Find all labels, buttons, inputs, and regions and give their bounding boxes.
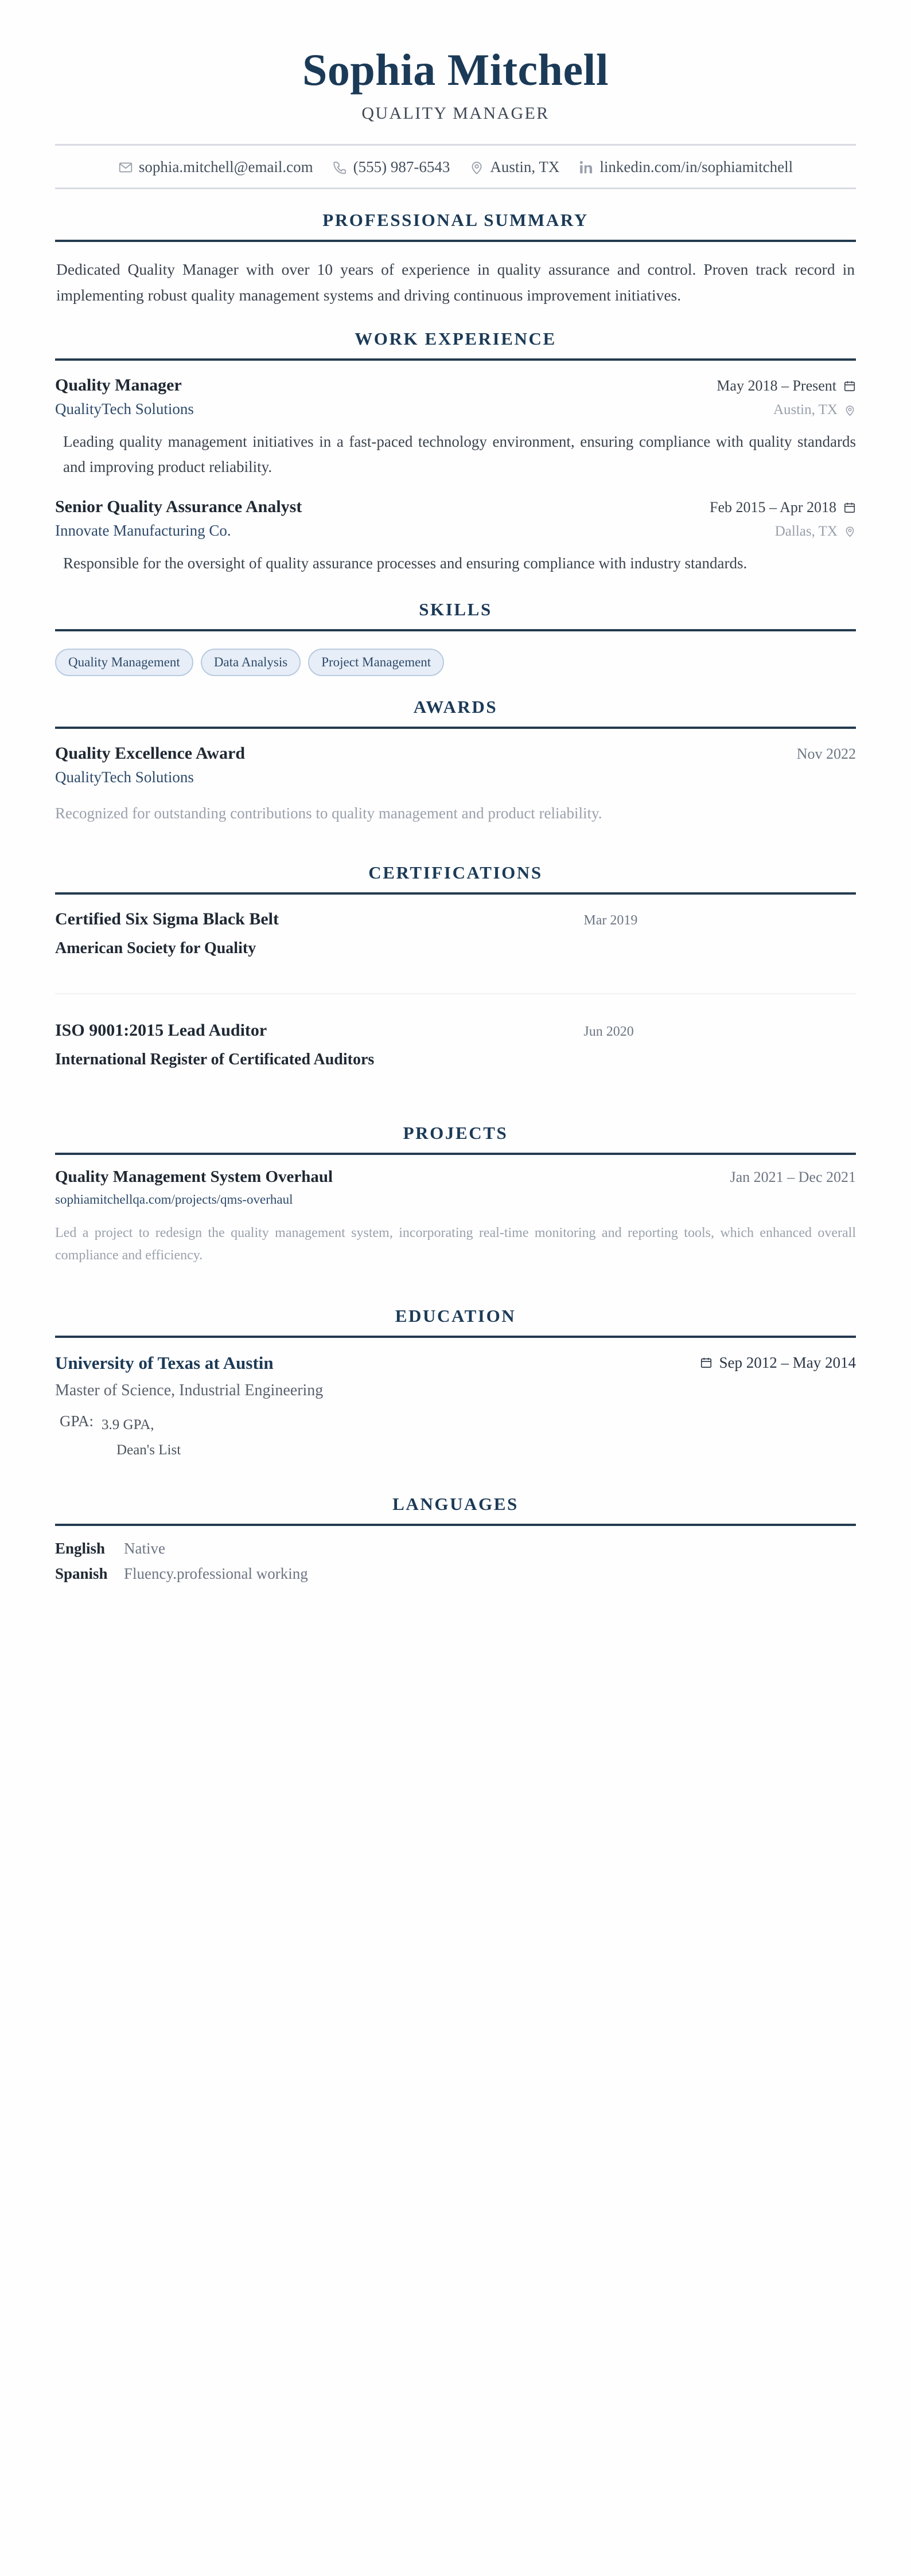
resume-header xyxy=(55,0,856,123)
map-pin-icon xyxy=(469,160,484,175)
certification-header-row xyxy=(55,910,856,929)
skills-list xyxy=(55,646,856,676)
map-pin-icon xyxy=(844,525,856,537)
section-education xyxy=(55,1267,856,1463)
language-name: Spanish xyxy=(55,1564,108,1582)
certification-header-row xyxy=(55,1021,856,1040)
skill-pill[interactable]: Data Analysis xyxy=(201,649,301,676)
section-title-experience: WORK EXPERIENCE xyxy=(355,329,556,349)
project-link[interactable]: sophiamitchellqa.com/projects/qms-overhaul xyxy=(55,1192,293,1207)
experience-subheader-row xyxy=(55,395,856,418)
language-level: Native xyxy=(124,1539,165,1557)
education-gpa-values xyxy=(102,1412,181,1463)
contact-location-text: Austin, TX xyxy=(490,158,560,176)
contact-email[interactable] xyxy=(108,159,323,175)
education-gpa-value: 3.9 GPA, xyxy=(102,1417,154,1433)
certifications-body xyxy=(55,895,856,1080)
languages-body xyxy=(55,1526,856,1590)
education-school: University of Texas at Austin xyxy=(55,1353,274,1373)
experience-description: Responsible for the oversight of quality assurance processes and ensuring compliance with industry standards. xyxy=(63,554,748,572)
award-item xyxy=(55,744,856,826)
experience-company: Innovate Manufacturing Co. xyxy=(55,521,231,539)
summary-text: Dedicated Quality Manager with over 10 years of experience in quality assurance and control. Proven track record in implementing robust quality management systems and driving continuous improvement initiatives. xyxy=(56,260,855,304)
language-item xyxy=(55,1565,856,1590)
education-item xyxy=(55,1353,856,1463)
experience-location-text: Austin, TX xyxy=(773,402,838,418)
skill-pill[interactable]: Project Management xyxy=(308,649,444,676)
experience-dates-text: Feb 2015 – Apr 2018 xyxy=(710,498,836,516)
section-awards xyxy=(55,676,856,826)
projects-body xyxy=(55,1155,856,1267)
experience-dates-text: May 2018 – Present xyxy=(717,377,836,395)
calendar-icon xyxy=(843,501,856,514)
education-dates-text: Sep 2012 – May 2014 xyxy=(719,1353,856,1371)
certification-item xyxy=(55,910,856,969)
project-header-row xyxy=(55,1168,856,1186)
map-pin-icon xyxy=(844,404,856,416)
section-title-certifications: CERTIFICATIONS xyxy=(368,862,543,883)
experience-role: Senior Quality Assurance Analyst xyxy=(55,497,302,516)
award-issuer: QualityTech Solutions xyxy=(55,768,194,786)
project-item xyxy=(55,1168,856,1267)
contact-linkedin[interactable] xyxy=(569,159,803,175)
section-title-projects: PROJECTS xyxy=(403,1123,508,1143)
skills-body xyxy=(55,631,856,676)
education-gpa-row xyxy=(55,1400,856,1463)
award-header-row xyxy=(55,744,856,763)
language-level: Fluency.professional working xyxy=(124,1564,308,1582)
calendar-icon xyxy=(700,1356,713,1369)
education-degree: Master of Science, Industrial Engineering xyxy=(55,1381,324,1400)
section-title-awards: AWARDS xyxy=(413,697,498,717)
section-title-skills: SKILLS xyxy=(419,599,492,619)
page-bottom-space xyxy=(55,1590,856,2267)
contact-bar xyxy=(55,146,856,188)
section-certifications xyxy=(55,826,856,1080)
contact-linkedin-text: linkedin.com/in/sophiamitchell xyxy=(599,158,793,176)
project-dates: Jan 2021 – Dec 2021 xyxy=(730,1169,856,1186)
experience-location-text: Dallas, TX xyxy=(774,523,838,539)
summary-body xyxy=(55,242,856,308)
language-item xyxy=(55,1540,856,1565)
award-date: Nov 2022 xyxy=(796,746,856,763)
experience-header-row xyxy=(55,376,856,395)
education-dates xyxy=(700,1354,857,1372)
award-name: Quality Excellence Award xyxy=(55,744,246,763)
certification-item xyxy=(55,1021,856,1080)
experience-description: Leading quality management initiatives in a fast-paced technology environment, ensuring compliance with quality standards and improving product reliability. xyxy=(63,433,856,476)
experience-body xyxy=(55,361,856,578)
experience-item xyxy=(55,376,856,497)
experience-company: QualityTech Solutions xyxy=(55,400,194,418)
section-title-languages: LANGUAGES xyxy=(392,1493,519,1514)
language-name: English xyxy=(55,1539,106,1557)
certification-date: Mar 2019 xyxy=(583,913,638,928)
contact-phone-text: (555) 987-6543 xyxy=(353,158,450,176)
section-languages xyxy=(55,1463,856,1590)
education-honor: Dean's List xyxy=(116,1442,181,1458)
linkedin-icon xyxy=(579,160,594,175)
project-description: Led a project to redesign the quality management system, incorporating real-time monitoring and reporting tools, which enhanced overall compliance and efficiency. xyxy=(55,1225,856,1263)
skill-pill[interactable]: Quality Management xyxy=(55,649,193,676)
certification-name: ISO 9001:2015 Lead Auditor xyxy=(55,1021,267,1040)
award-description: Recognized for outstanding contributions to quality management and product reliability. xyxy=(55,805,602,822)
section-professional-summary xyxy=(55,189,856,308)
experience-role: Quality Manager xyxy=(55,376,182,395)
contact-email-text: sophia.mitchell@email.com xyxy=(138,158,313,176)
phone-icon xyxy=(333,160,348,175)
experience-location xyxy=(775,518,856,540)
experience-subheader-row xyxy=(55,517,856,540)
candidate-name: Sophia Mitchell xyxy=(302,45,609,95)
certification-divider xyxy=(55,993,856,994)
certification-name: Certified Six Sigma Black Belt xyxy=(55,910,279,929)
certification-date: Jun 2020 xyxy=(583,1024,634,1040)
education-header-row xyxy=(55,1353,856,1373)
contact-phone[interactable] xyxy=(323,159,460,175)
experience-dates xyxy=(717,377,856,395)
section-title-summary: PROFESSIONAL SUMMARY xyxy=(322,210,589,231)
awards-body xyxy=(55,729,856,826)
experience-header-row xyxy=(55,497,856,517)
certification-issuer: International Register of Certificated Auditors xyxy=(55,1051,375,1069)
experience-location xyxy=(773,397,856,418)
project-name: Quality Management System Overhaul xyxy=(55,1168,333,1186)
experience-item xyxy=(55,497,856,579)
section-title-education: EDUCATION xyxy=(395,1306,516,1326)
section-projects xyxy=(55,1080,856,1267)
contact-location[interactable] xyxy=(460,159,569,175)
section-work-experience xyxy=(55,308,856,578)
envelope-icon xyxy=(118,160,133,175)
section-skills xyxy=(55,579,856,676)
education-gpa-label: GPA: xyxy=(60,1412,94,1430)
calendar-icon xyxy=(843,380,856,392)
certification-issuer: American Society for Quality xyxy=(55,939,256,958)
experience-dates xyxy=(710,499,856,516)
education-body xyxy=(55,1338,856,1463)
candidate-job-title: QUALITY MANAGER xyxy=(361,104,550,123)
